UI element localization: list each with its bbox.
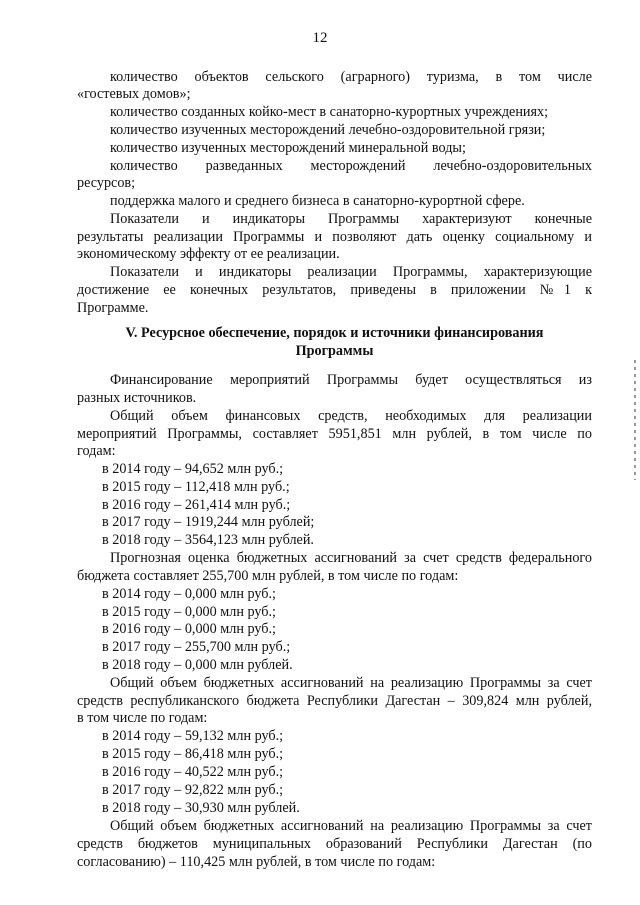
paragraph-line: мероприятий Программы, составляет 5951,851 млн рублей, в том числе по: [77, 426, 592, 442]
paragraph-line: средств бюджетов муниципальных образований Республики Дагестан (по: [77, 836, 592, 852]
section-heading: V. Ресурсное обеспечение, порядок и источники финансирования: [125, 325, 544, 341]
list-item: в 2017 году – 92,822 млн руб.;: [102, 782, 284, 798]
list-item: в 2018 году – 30,930 млн рублей.: [102, 800, 300, 816]
list-item: в 2017 году – 1919,244 млн рублей;: [102, 514, 315, 530]
paragraph-line: Программе.: [77, 300, 149, 316]
paragraph-line: достижение ее конечных результатов, приведены в приложении №1 к: [77, 282, 592, 298]
paragraph-line: количество изученных месторождений минеральной воды;: [110, 140, 466, 156]
paragraph-line: экономическому эффекту от ее реализации.: [77, 246, 340, 262]
paragraph-line: ресурсов;: [77, 175, 136, 191]
list-item: в 2014 году – 0,000 млн руб.;: [102, 586, 277, 602]
paragraph-line: Прогнозная оценка бюджетных ассигнований за счет средств федерального: [110, 550, 592, 566]
paragraph-line: годам:: [77, 443, 116, 459]
paragraph-line: количество разведанных месторождений лечебно-оздоровительных: [110, 158, 592, 174]
paragraph-line: результаты реализации Программы и позволяют дать оценку социальному и: [77, 229, 592, 245]
list-item: в 2015 году – 0,000 млн руб.;: [102, 604, 277, 620]
paragraph-line: бюджета составляет 255,700 млн рублей, в том числе по годам:: [77, 568, 459, 584]
list-item: в 2014 году – 94,652 млн руб.;: [102, 461, 284, 477]
section-heading: Программы: [295, 343, 374, 359]
list-item: в 2018 году – 3564,123 млн рублей.: [102, 532, 314, 548]
list-item: в 2016 году – 261,414 млн руб.;: [102, 497, 291, 513]
page-number: 12: [312, 30, 328, 46]
paragraph-line: количество изученных месторождений лечебно-оздоровительной грязи;: [110, 122, 546, 138]
list-item: в 2017 году – 255,700 млн руб.;: [102, 639, 291, 655]
list-item: в 2015 году – 86,418 млн руб.;: [102, 746, 284, 762]
paragraph-line: согласованию) – 110,425 млн рублей, в том числе по годам:: [77, 854, 436, 870]
paragraph-line: Показатели и индикаторы реализации Программы, характеризующие: [110, 264, 592, 280]
paragraph-line: Показатели и индикаторы Программы характеризуют конечные: [110, 211, 592, 227]
paragraph-line: количество объектов сельского (аграрного) туризма, в том числе: [110, 69, 592, 85]
list-item: в 2015 году – 112,418 млн руб.;: [102, 479, 290, 495]
paragraph-line: «гостевых домов»;: [77, 86, 191, 102]
paragraph-line: количество созданных койко-мест в санаторно-курортных учреждениях;: [110, 104, 549, 120]
scan-margin-mark: [634, 360, 636, 480]
paragraph-line: разных источников.: [77, 390, 197, 406]
list-item: в 2016 году – 0,000 млн руб.;: [102, 621, 277, 637]
paragraph-line: Общий объем бюджетных ассигнований на реализацию Программы за счет: [110, 818, 592, 834]
list-item: в 2016 году – 40,522 млн руб.;: [102, 764, 284, 780]
list-item: в 2018 году – 0,000 млн рублей.: [102, 657, 293, 673]
list-item: в 2014 году – 59,132 млн руб.;: [102, 728, 284, 744]
paragraph-line: в том числе по годам:: [77, 710, 208, 726]
paragraph-line: поддержка малого и среднего бизнеса в санаторно-курортной сфере.: [110, 193, 525, 209]
paragraph-line: Финансирование мероприятий Программы будет осуществляться из: [110, 372, 592, 388]
paragraph-line: Общий объем бюджетных ассигнований на реализацию Программы за счет: [110, 675, 592, 691]
paragraph-line: Общий объем финансовых средств, необходимых для реализации: [110, 408, 592, 424]
paragraph-line: средств республиканского бюджета Республики Дагестан – 309,824 млн рублей,: [77, 693, 592, 709]
